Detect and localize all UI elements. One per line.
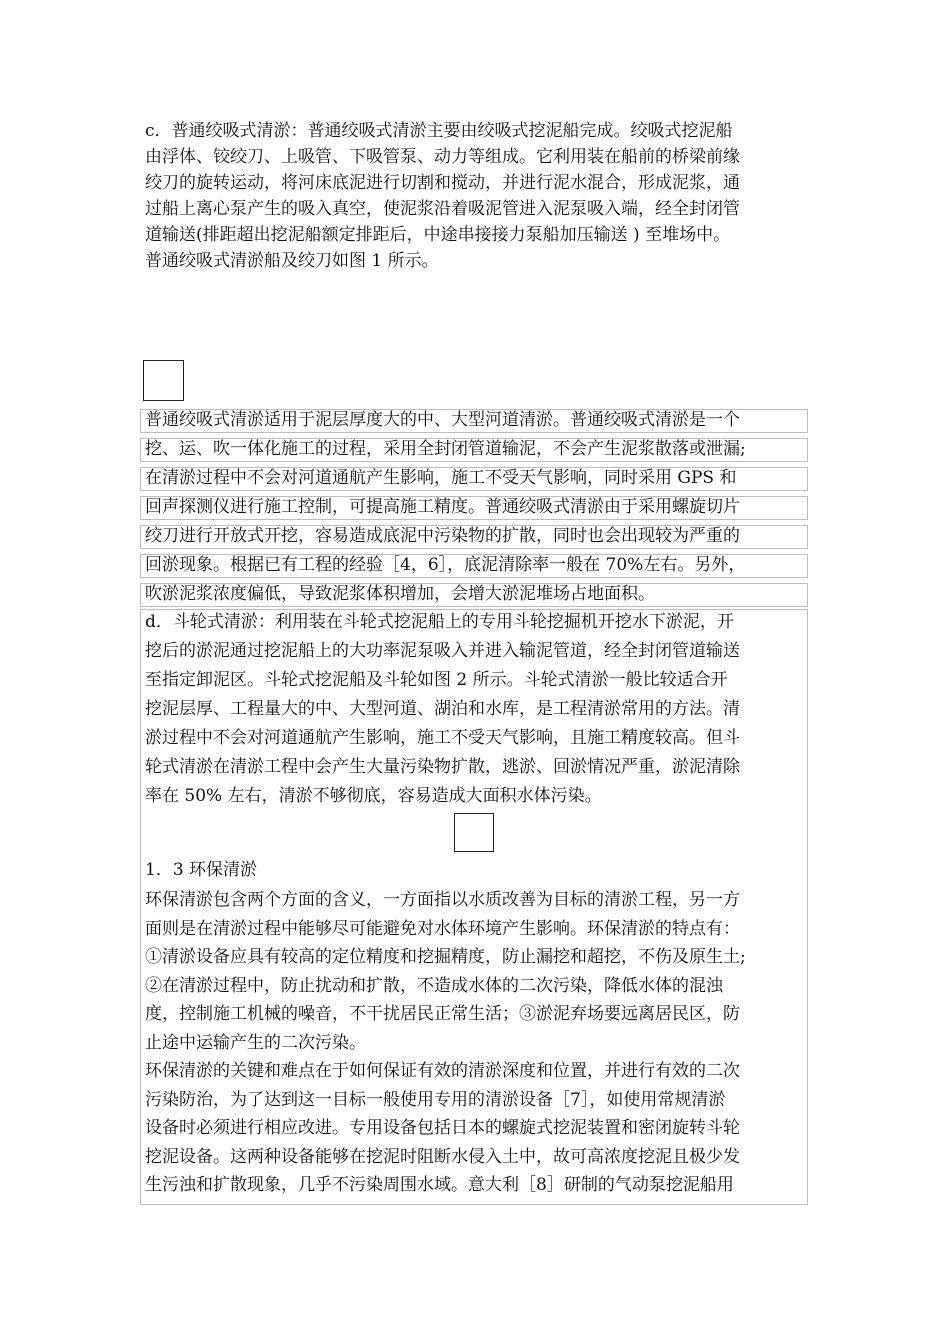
text-line: 面则是在清淤过程中能够尽可能避免对水体环境产生影响。环保清淤的特点有： (145, 918, 740, 939)
text-line: 回声探测仪进行施工控制，可提高施工精度。普通绞吸式清淤由于采用螺旋切片 (145, 497, 740, 517)
text-line: 至指定卸泥区。斗轮式挖泥船及斗轮如图 2 所示。斗轮式清淤一般比较适合开 (145, 670, 728, 690)
figure-2-placeholder (454, 813, 494, 852)
text-line: 挖泥设备。这两种设备能够在挖泥时阻断水侵入土中，故可高浓度挖泥且极少发 (145, 1146, 740, 1167)
text-line: 设备时必须进行相应改进。专用设备包括日本的螺旋式挖泥装置和密闭旋转斗轮 (145, 1118, 740, 1138)
text-line: 止途中运输产生的二次污染。 (145, 1032, 366, 1053)
text-line: 挖泥层厚、工程量大的中、大型河道、湖泊和水库，是工程清淤常用的方法。清 (145, 699, 740, 719)
text-line: 由浮体、铰绞刀、上吸管、下吸管泵、动力等组成。它利用装在船前的桥梁前缘 (145, 147, 740, 167)
section-13-paragraph (145, 886, 810, 1200)
text-line: 在清淤过程中不会对河道通航产生影响，施工不受天气影响，同时采用 GPS 和 (145, 468, 737, 488)
section-d-paragraph (145, 608, 810, 811)
text-line: 普通绞吸式清淤船及绞刀如图 1 所示。 (145, 251, 439, 271)
text-line: 绞刀的旋转运动，将河床底泥进行切割和搅动，并进行泥水混合，形成泥浆，通 (145, 173, 740, 193)
text-line: 环保清淤包含两个方面的含义，一方面指以水质改善为目标的清淤工程，另一方 (145, 890, 740, 910)
text-line: 吹淤泥浆浓度偏低，导致泥浆体积增加，会增大淤泥堆场占地面积。 (145, 584, 655, 604)
text-line: 普通绞吸式清淤适用于泥层厚度大的中、大型河道清淤。普通绞吸式清淤是一个 (145, 410, 740, 430)
text-line: 轮式清淤在清淤工程中会产生大量污染物扩散，逃淤、回淤情况严重，淤泥清除 (145, 757, 740, 777)
text-line: 环保清淤的关键和难点在于如何保证有效的清淤深度和位置，并进行有效的二次 (145, 1061, 740, 1081)
text-line: 绞刀进行开放式开挖，容易造成底泥中污染物的扩散，同时也会出现较为严重的 (145, 526, 740, 546)
section-c-paragraph (145, 118, 810, 274)
text-line: 度，控制施工机械的噪音，不干扰居民正常生活；③淤泥弃场要远离居民区，防 (145, 1004, 740, 1024)
text-line: 挖、运、吹一体化施工的过程，采用全封闭管道输泥，不会产生泥浆散落或泄漏; (145, 439, 746, 459)
figure-1-placeholder (143, 360, 184, 401)
text-line: 率在 50% 左右，清淤不够彻底，容易造成大面积水体污染。 (145, 786, 602, 806)
text-line: 道输送(排距超出挖泥船额定排距后，中途串接接力泵船加压输送 ) 至堆场中。 (145, 225, 731, 245)
text-line: ②在清淤过程中，防止扰动和扩散，不造成水体的二次污染，降低水体的混浊 (145, 975, 723, 996)
text-line: 淤过程中不会对河道通航产生影响，施工不受天气影响，且施工精度较高。但斗 (145, 728, 740, 748)
text-line: 生污浊和扩散现象，几乎不污染周围水域。意大利［8］研制的气动泵挖泥船用 (145, 1175, 734, 1195)
text-line: 污染防治，为了达到这一目标一般使用专用的清淤设备［7］，如使用常规清淤 (145, 1089, 726, 1110)
text-line: 过船上离心泵产生的吸入真空，使泥浆沿着吸泥管进入泥泵吸入端，经全封闭管 (145, 199, 740, 219)
text-line: c．普通绞吸式清淤：普通绞吸式清淤主要由绞吸式挖泥船完成。绞吸式挖泥船 (145, 121, 733, 141)
text-line: ①清淤设备应具有较高的定位精度和挖掘精度，防止漏挖和超挖，不伤及原生土; (145, 947, 746, 967)
text-line: 挖后的淤泥通过挖泥船上的大功率泥泵吸入并进入输泥管道，经全封闭管道输送 (145, 641, 740, 661)
text-line: 回淤现象。根据已有工程的经验［4，6］，底泥清除率一般在 70%左右。另外， (145, 555, 746, 575)
section-heading: 1．3 环保清淤 (145, 860, 258, 880)
text-line: d．斗轮式清淤：利用装在斗轮式挖泥船上的专用斗轮挖掘机开挖水下淤泥，开 (145, 612, 734, 632)
